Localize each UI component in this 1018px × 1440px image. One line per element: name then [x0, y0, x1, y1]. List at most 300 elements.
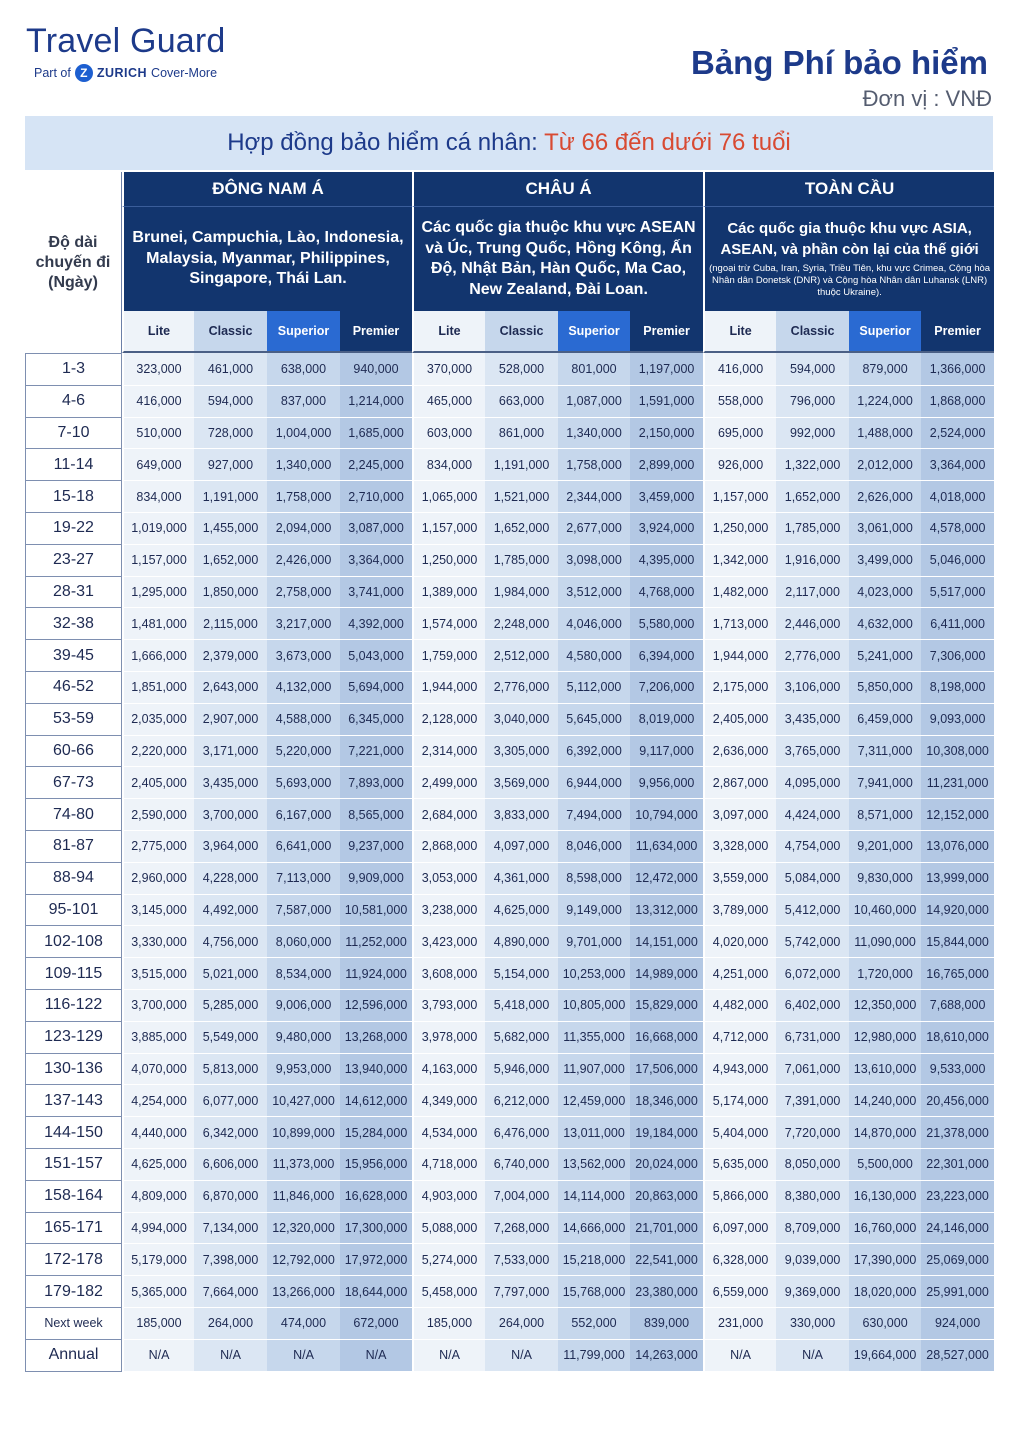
premium-cell: 10,805,000 [558, 990, 630, 1022]
table-row [25, 895, 994, 927]
premium-cell: N/A [776, 1340, 849, 1372]
premium-cell: 1,758,000 [267, 481, 340, 513]
premium-cell: 5,046,000 [921, 545, 994, 577]
premium-cell: 3,833,000 [485, 799, 558, 831]
premium-cell: 5,412,000 [776, 895, 849, 927]
premium-cell: 4,070,000 [122, 1054, 194, 1086]
premium-cell: 796,000 [776, 386, 849, 418]
premium-cell: 185,000 [122, 1308, 194, 1340]
premium-cell: 9,909,000 [340, 863, 412, 895]
premium-cell: 23,223,000 [921, 1181, 994, 1213]
premium-cell: 3,793,000 [412, 990, 485, 1022]
premium-cell: 1,984,000 [485, 577, 558, 609]
plan-header-classic: Classic [485, 311, 558, 353]
premium-cell: 649,000 [122, 449, 194, 481]
premium-cell: N/A [340, 1340, 412, 1372]
table-row [25, 1276, 994, 1308]
premium-cell: 22,301,000 [921, 1149, 994, 1181]
premium-cell: 11,355,000 [558, 1022, 630, 1054]
premium-cell: 3,964,000 [194, 831, 267, 863]
premium-cell: 1,342,000 [703, 545, 776, 577]
plan-header-lite: Lite [412, 311, 485, 353]
premium-cell: 5,742,000 [776, 926, 849, 958]
premium-cell: 3,765,000 [776, 736, 849, 768]
plan-header-lite: Lite [703, 311, 776, 353]
table-row [25, 449, 994, 481]
premium-cell: 1,916,000 [776, 545, 849, 577]
plan-header-superior: Superior [849, 311, 921, 353]
premium-cell: 9,201,000 [849, 831, 921, 863]
premium-cell: 510,000 [122, 418, 194, 450]
premium-cell: 3,330,000 [122, 926, 194, 958]
premium-cell: 3,459,000 [630, 481, 703, 513]
premium-cell: 4,943,000 [703, 1054, 776, 1086]
premium-cell: 4,588,000 [267, 704, 340, 736]
premium-cell: 7,206,000 [630, 672, 703, 704]
region-southeast-asia-countries [122, 206, 412, 311]
table-row [25, 386, 994, 418]
trip-days-cell: 67-73 [25, 767, 122, 799]
premium-cell: 3,700,000 [122, 990, 194, 1022]
trip-days-cell: 53-59 [25, 704, 122, 736]
premium-cell: 4,632,000 [849, 608, 921, 640]
premium-cell: 13,312,000 [630, 895, 703, 927]
premium-cell: 5,174,000 [703, 1085, 776, 1117]
premium-cell: 5,517,000 [921, 577, 994, 609]
premium-cell: 4,768,000 [630, 577, 703, 609]
plan-header-premier: Premier [340, 311, 412, 353]
premium-cell: 11,252,000 [340, 926, 412, 958]
premium-cell: 12,596,000 [340, 990, 412, 1022]
premium-cell: 13,011,000 [558, 1117, 630, 1149]
premium-cell: 2,150,000 [630, 418, 703, 450]
table-row [25, 513, 994, 545]
premium-cell: 2,094,000 [267, 513, 340, 545]
premium-cell: 4,534,000 [412, 1117, 485, 1149]
premium-cell: 10,581,000 [340, 895, 412, 927]
premium-cell: 465,000 [412, 386, 485, 418]
premium-cell: 5,813,000 [194, 1054, 267, 1086]
premium-cell: 3,145,000 [122, 895, 194, 927]
table-row [25, 481, 994, 513]
region-worldwide-countries [703, 206, 994, 311]
premium-cell: 3,098,000 [558, 545, 630, 577]
premium-cell: 5,084,000 [776, 863, 849, 895]
premium-cell: 11,090,000 [849, 926, 921, 958]
premium-cell: 20,456,000 [921, 1085, 994, 1117]
table-row [25, 1340, 994, 1372]
premium-cell: 21,701,000 [630, 1213, 703, 1245]
premium-cell: 10,460,000 [849, 895, 921, 927]
premium-cell: 594,000 [776, 353, 849, 386]
premium-cell: 23,380,000 [630, 1276, 703, 1308]
premium-cell: 1,295,000 [122, 577, 194, 609]
premium-cell: 6,394,000 [630, 640, 703, 672]
premium-cell: 2,776,000 [776, 640, 849, 672]
premium-cell: 2,405,000 [703, 704, 776, 736]
premium-cell: 7,941,000 [849, 767, 921, 799]
premium-cell: 10,427,000 [267, 1085, 340, 1117]
premium-cell: 6,392,000 [558, 736, 630, 768]
premium-cell: 20,024,000 [630, 1149, 703, 1181]
table-row [25, 1054, 994, 1086]
premium-cell: 5,021,000 [194, 958, 267, 990]
premium-cell: 11,373,000 [267, 1149, 340, 1181]
premium-cell: 4,625,000 [122, 1149, 194, 1181]
premium-cell: 2,626,000 [849, 481, 921, 513]
premium-cell: 5,946,000 [485, 1054, 558, 1086]
premium-cell: 5,365,000 [122, 1276, 194, 1308]
premium-cell: 1,340,000 [267, 449, 340, 481]
premium-cell: 8,380,000 [776, 1181, 849, 1213]
premium-cell: 8,565,000 [340, 799, 412, 831]
premium-cell: 12,350,000 [849, 990, 921, 1022]
premium-cell: 3,364,000 [340, 545, 412, 577]
premium-cell: 15,956,000 [340, 1149, 412, 1181]
premium-cell: 6,731,000 [776, 1022, 849, 1054]
premium-cell: 20,863,000 [630, 1181, 703, 1213]
premium-cell: 861,000 [485, 418, 558, 450]
premium-cell: 2,684,000 [412, 799, 485, 831]
premium-cell: 6,072,000 [776, 958, 849, 990]
premium-cell: 1,389,000 [412, 577, 485, 609]
premium-cell: 9,956,000 [630, 767, 703, 799]
premium-cell: 7,720,000 [776, 1117, 849, 1149]
premium-cell: 4,440,000 [122, 1117, 194, 1149]
premium-cell: 1,851,000 [122, 672, 194, 704]
table-row [25, 1308, 994, 1340]
premium-cell: 3,097,000 [703, 799, 776, 831]
premium-cell: 3,885,000 [122, 1022, 194, 1054]
premium-cell: 416,000 [122, 386, 194, 418]
premium-cell: 14,114,000 [558, 1181, 630, 1213]
premium-cell: 10,899,000 [267, 1117, 340, 1149]
brand-tagline [26, 64, 226, 82]
premium-cell: 5,682,000 [485, 1022, 558, 1054]
premium-cell: 3,512,000 [558, 577, 630, 609]
premium-cell: 12,152,000 [921, 799, 994, 831]
premium-cell: 14,989,000 [630, 958, 703, 990]
premium-cell: 3,238,000 [412, 895, 485, 927]
premium-cell: 4,251,000 [703, 958, 776, 990]
trip-days-cell: 15-18 [25, 481, 122, 513]
premium-cell: 7,113,000 [267, 863, 340, 895]
trip-days-cell: 32-38 [25, 608, 122, 640]
premium-cell: 4,903,000 [412, 1181, 485, 1213]
banner-prefix: Hợp đồng bảo hiểm cá nhân: [227, 129, 545, 156]
trip-days-cell: 179-182 [25, 1276, 122, 1308]
trip-days-cell: 46-52 [25, 672, 122, 704]
trip-days-cell: 88-94 [25, 863, 122, 895]
premium-cell: 2,405,000 [122, 767, 194, 799]
premium-cell: 2,758,000 [267, 577, 340, 609]
premium-cell: 11,907,000 [558, 1054, 630, 1086]
premium-cell: 2,446,000 [776, 608, 849, 640]
premium-cell: 5,154,000 [485, 958, 558, 990]
premium-cell: 2,512,000 [485, 640, 558, 672]
premium-cell: 9,953,000 [267, 1054, 340, 1086]
premium-cell: 3,305,000 [485, 736, 558, 768]
trip-length-header: Độ dài chuyến đi (Ngày) [25, 172, 122, 353]
premium-cell: 4,424,000 [776, 799, 849, 831]
premium-cell: 10,794,000 [630, 799, 703, 831]
premium-cell: 8,598,000 [558, 863, 630, 895]
premium-cell: 8,534,000 [267, 958, 340, 990]
premium-cell: 6,212,000 [485, 1085, 558, 1117]
trip-days-cell: 7-10 [25, 418, 122, 450]
trip-days-cell: 39-45 [25, 640, 122, 672]
page-title: Bảng Phí bảo hiểm [690, 44, 988, 81]
premium-cell: 8,571,000 [849, 799, 921, 831]
premium-cell: 1,482,000 [703, 577, 776, 609]
premium-cell: 1,785,000 [776, 513, 849, 545]
trip-days-cell: 158-164 [25, 1181, 122, 1213]
premium-cell: 4,163,000 [412, 1054, 485, 1086]
premium-cell: 1,214,000 [340, 386, 412, 418]
premium-cell: 834,000 [122, 481, 194, 513]
table-row [25, 545, 994, 577]
table-row [25, 799, 994, 831]
premium-cell: 1,065,000 [412, 481, 485, 513]
premium-cell: 13,562,000 [558, 1149, 630, 1181]
premium-cell: 185,000 [412, 1308, 485, 1340]
premium-cell: 12,320,000 [267, 1213, 340, 1245]
premium-cell: 3,435,000 [776, 704, 849, 736]
premium-cell: 9,149,000 [558, 895, 630, 927]
premium-cell: 5,241,000 [849, 640, 921, 672]
trip-days-cell: 144-150 [25, 1117, 122, 1149]
premium-cell: 834,000 [412, 449, 485, 481]
premium-cell: 9,117,000 [630, 736, 703, 768]
premium-cell: 5,285,000 [194, 990, 267, 1022]
premium-cell: 7,221,000 [340, 736, 412, 768]
premium-cell: 3,087,000 [340, 513, 412, 545]
premium-cell: 4,018,000 [921, 481, 994, 513]
premium-cell: 13,999,000 [921, 863, 994, 895]
table-row [25, 608, 994, 640]
premium-cell: 2,012,000 [849, 449, 921, 481]
premium-cell: 3,171,000 [194, 736, 267, 768]
premium-cell: 630,000 [849, 1308, 921, 1340]
premium-cell: 926,000 [703, 449, 776, 481]
premium-cell: 2,710,000 [340, 481, 412, 513]
premium-cell: 3,789,000 [703, 895, 776, 927]
premium-cell: 4,254,000 [122, 1085, 194, 1117]
region-asia: CHÂU Á [412, 172, 703, 206]
premium-cell: 6,097,000 [703, 1213, 776, 1245]
premium-cell: 5,418,000 [485, 990, 558, 1022]
premium-cell: 461,000 [194, 353, 267, 386]
premium-cell: 6,559,000 [703, 1276, 776, 1308]
premium-cell: 2,868,000 [412, 831, 485, 863]
premium-cell: 7,391,000 [776, 1085, 849, 1117]
table-row [25, 958, 994, 990]
premium-cell: 9,533,000 [921, 1054, 994, 1086]
premium-cell: 1,759,000 [412, 640, 485, 672]
region-asia-countries [412, 206, 703, 311]
premium-cell: 264,000 [194, 1308, 267, 1340]
premium-cell: 15,284,000 [340, 1117, 412, 1149]
premium-cell: 14,263,000 [630, 1340, 703, 1372]
premium-cell: 2,677,000 [558, 513, 630, 545]
premium-cell: 1,087,000 [558, 386, 630, 418]
premium-cell: 4,361,000 [485, 863, 558, 895]
premium-cell: 3,499,000 [849, 545, 921, 577]
premium-cell: 2,175,000 [703, 672, 776, 704]
premium-cell: 3,515,000 [122, 958, 194, 990]
premium-cell: 28,527,000 [921, 1340, 994, 1372]
premium-cell: 5,635,000 [703, 1149, 776, 1181]
premium-cell: 2,636,000 [703, 736, 776, 768]
premium-cell: 7,587,000 [267, 895, 340, 927]
premium-cell: 927,000 [194, 449, 267, 481]
premium-cell: 1,191,000 [485, 449, 558, 481]
premium-cell: 528,000 [485, 353, 558, 386]
premium-cell: 1,666,000 [122, 640, 194, 672]
premium-cell: 3,559,000 [703, 863, 776, 895]
trip-days-cell: Annual [25, 1340, 122, 1372]
trip-days-cell: 11-14 [25, 449, 122, 481]
premium-cell: 2,899,000 [630, 449, 703, 481]
premium-cell: 3,435,000 [194, 767, 267, 799]
table-row [25, 831, 994, 863]
premium-cell: 231,000 [703, 1308, 776, 1340]
premium-cell: 14,870,000 [849, 1117, 921, 1149]
premium-cell: 12,980,000 [849, 1022, 921, 1054]
premium-cell: 1,019,000 [122, 513, 194, 545]
premium-cell: 25,991,000 [921, 1276, 994, 1308]
premium-cell: 15,829,000 [630, 990, 703, 1022]
premium-cell: 6,606,000 [194, 1149, 267, 1181]
premium-cell: 603,000 [412, 418, 485, 450]
premium-cell: 1,191,000 [194, 481, 267, 513]
premium-cell: 1,785,000 [485, 545, 558, 577]
premium-cell: 3,217,000 [267, 608, 340, 640]
plan-header-superior: Superior [267, 311, 340, 353]
premium-cell: 3,673,000 [267, 640, 340, 672]
contract-banner [25, 116, 993, 170]
premium-cell: 8,709,000 [776, 1213, 849, 1245]
premium-cell: 3,364,000 [921, 449, 994, 481]
premium-cell: 7,004,000 [485, 1181, 558, 1213]
premium-cell: 879,000 [849, 353, 921, 386]
premium-cell: 2,128,000 [412, 704, 485, 736]
premium-cell: 6,459,000 [849, 704, 921, 736]
trip-days-cell: 102-108 [25, 926, 122, 958]
premium-cell: 11,634,000 [630, 831, 703, 863]
premium-cell: 2,960,000 [122, 863, 194, 895]
premium-cell: 1,652,000 [776, 481, 849, 513]
premium-cell: 6,641,000 [267, 831, 340, 863]
table-row [25, 1022, 994, 1054]
premium-cell: 14,612,000 [340, 1085, 412, 1117]
premium-cell: 1,521,000 [485, 481, 558, 513]
premium-cell: 9,093,000 [921, 704, 994, 736]
trip-days-cell: 19-22 [25, 513, 122, 545]
plan-header-premier: Premier [630, 311, 703, 353]
premium-cell: 3,741,000 [340, 577, 412, 609]
premium-cell: 3,040,000 [485, 704, 558, 736]
premium-cell: 4,020,000 [703, 926, 776, 958]
plan-header-premier: Premier [921, 311, 994, 353]
premium-cell: 839,000 [630, 1308, 703, 1340]
premium-cell: N/A [703, 1340, 776, 1372]
premium-cell: 4,228,000 [194, 863, 267, 895]
premium-cell: N/A [412, 1340, 485, 1372]
premium-cell: 4,023,000 [849, 577, 921, 609]
premium-cell: 2,379,000 [194, 640, 267, 672]
premium-cell: 7,268,000 [485, 1213, 558, 1245]
premium-cell: 17,300,000 [340, 1213, 412, 1245]
trip-days-cell: 109-115 [25, 958, 122, 990]
premium-cell: 5,866,000 [703, 1181, 776, 1213]
region-southeast-asia: ĐÔNG NAM Á [122, 172, 412, 206]
premium-cell: 5,850,000 [849, 672, 921, 704]
premium-cell: 1,481,000 [122, 608, 194, 640]
premium-cell: 16,130,000 [849, 1181, 921, 1213]
premium-cell: 1,944,000 [703, 640, 776, 672]
premium-cell: 11,231,000 [921, 767, 994, 799]
premium-cell: 15,218,000 [558, 1244, 630, 1276]
premium-cell: 4,095,000 [776, 767, 849, 799]
premium-cell: 4,890,000 [485, 926, 558, 958]
premium-cell: 4,482,000 [703, 990, 776, 1022]
premium-cell: 9,480,000 [267, 1022, 340, 1054]
premium-cell: 3,924,000 [630, 513, 703, 545]
trip-days-cell: 151-157 [25, 1149, 122, 1181]
plan-header-superior: Superior [558, 311, 630, 353]
premium-cell: 5,458,000 [412, 1276, 485, 1308]
premium-cell: 15,768,000 [558, 1276, 630, 1308]
premium-cell: 1,758,000 [558, 449, 630, 481]
premium-cell: 16,628,000 [340, 1181, 412, 1213]
premium-cell: 2,775,000 [122, 831, 194, 863]
premium-cell: 2,590,000 [122, 799, 194, 831]
premium-cell: 6,345,000 [340, 704, 412, 736]
brand-name: Travel Guard [26, 22, 226, 60]
premium-cell: 370,000 [412, 353, 485, 386]
premium-cell: 6,342,000 [194, 1117, 267, 1149]
premium-cell: 1,850,000 [194, 577, 267, 609]
premium-cell: 4,132,000 [267, 672, 340, 704]
premium-table [25, 172, 994, 1372]
premium-cell: 16,668,000 [630, 1022, 703, 1054]
premium-cell: 10,308,000 [921, 736, 994, 768]
premium-cell: 5,220,000 [267, 736, 340, 768]
premium-cell: 8,019,000 [630, 704, 703, 736]
premium-cell: 18,020,000 [849, 1276, 921, 1308]
premium-cell: 940,000 [340, 353, 412, 386]
premium-cell: 6,476,000 [485, 1117, 558, 1149]
premium-cell: 4,718,000 [412, 1149, 485, 1181]
premium-cell: 1,340,000 [558, 418, 630, 450]
trip-days-cell: 4-6 [25, 386, 122, 418]
premium-cell: 5,274,000 [412, 1244, 485, 1276]
premium-cell: 2,643,000 [194, 672, 267, 704]
premium-cell: 7,494,000 [558, 799, 630, 831]
premium-cell: 2,220,000 [122, 736, 194, 768]
premium-cell: 7,797,000 [485, 1276, 558, 1308]
trip-days-cell: 28-31 [25, 577, 122, 609]
trip-days-cell: 23-27 [25, 545, 122, 577]
premium-cell: 594,000 [194, 386, 267, 418]
premium-cell: 924,000 [921, 1308, 994, 1340]
table-row [25, 353, 994, 386]
region-countries-text: Các quốc gia thuộc khu vực ASEAN và Úc, Trung Quốc, Hồng Kông, Ấn Độ, Nhật Bản, Hàn Quốc, Ma Cao, New Zealand, Đài Loan. [421, 219, 696, 298]
plan-header-lite: Lite [122, 311, 194, 353]
premium-cell: 728,000 [194, 418, 267, 450]
premium-cell: 7,533,000 [485, 1244, 558, 1276]
